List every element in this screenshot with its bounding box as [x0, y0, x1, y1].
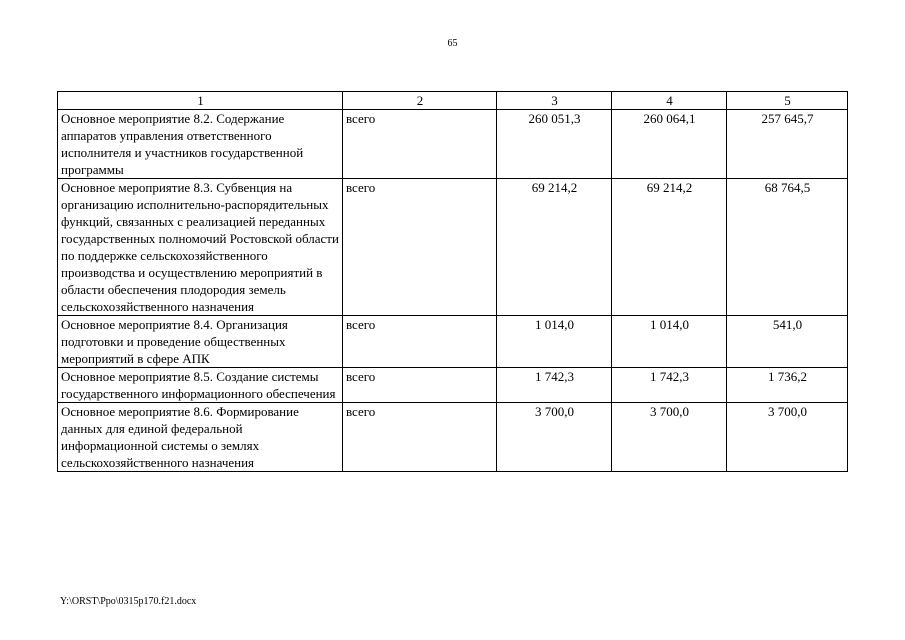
table-row [58, 316, 848, 368]
value-col-5: 541,0 [727, 316, 848, 368]
value-col-3: 1 742,3 [497, 368, 612, 403]
value-col-4: 260 064,1 [612, 110, 727, 179]
table-row [58, 110, 848, 179]
header-col-3: 3 [497, 92, 612, 110]
header-col-2: 2 [343, 92, 497, 110]
activity-name: Основное мероприятие 8.6. Формирование данных для единой федеральной информационной системы о землях сельскохозяйственного назначения [58, 403, 343, 472]
file-path-footer: Y:\ORST\Ppo\0315p170.f21.docx [60, 596, 197, 607]
value-col-4: 1 742,3 [612, 368, 727, 403]
value-col-5: 257 645,7 [727, 110, 848, 179]
funding-source: всего [343, 179, 497, 316]
value-col-5: 1 736,2 [727, 368, 848, 403]
value-col-4: 69 214,2 [612, 179, 727, 316]
funding-source: всего [343, 403, 497, 472]
value-col-4: 1 014,0 [612, 316, 727, 368]
value-col-3: 69 214,2 [497, 179, 612, 316]
header-row [58, 92, 848, 110]
value-col-3: 3 700,0 [497, 403, 612, 472]
value-col-4: 3 700,0 [612, 403, 727, 472]
funding-source: всего [343, 316, 497, 368]
header-col-1: 1 [58, 92, 343, 110]
activity-name: Основное мероприятие 8.4. Организация подготовки и проведение общественных мероприятий в сфере АПК [58, 316, 343, 368]
header-col-4: 4 [612, 92, 727, 110]
table-row [58, 403, 848, 472]
activity-name: Основное мероприятие 8.5. Создание системы государственного информационного обеспечения [58, 368, 343, 403]
header-col-5: 5 [727, 92, 848, 110]
budget-table [57, 91, 848, 472]
value-col-5: 68 764,5 [727, 179, 848, 316]
funding-source: всего [343, 368, 497, 403]
table-row [58, 368, 848, 403]
activity-name: Основное мероприятие 8.2. Содержание аппаратов управления ответственного исполнителя и участников государственной программы [58, 110, 343, 179]
value-col-3: 1 014,0 [497, 316, 612, 368]
activity-name: Основное мероприятие 8.3. Субвенция на организацию исполнительно-распорядительных функций, связанных с реализацией переданных государственных полномочий Ростовской области по поддержке сельскохозяйственного производства и осуществлению мероприятий в области обеспечения плодородия земель сельскохозяйственного назначения [58, 179, 343, 316]
page-number: 65 [447, 38, 458, 49]
funding-source: всего [343, 110, 497, 179]
value-col-5: 3 700,0 [727, 403, 848, 472]
value-col-3: 260 051,3 [497, 110, 612, 179]
table-row [58, 179, 848, 316]
